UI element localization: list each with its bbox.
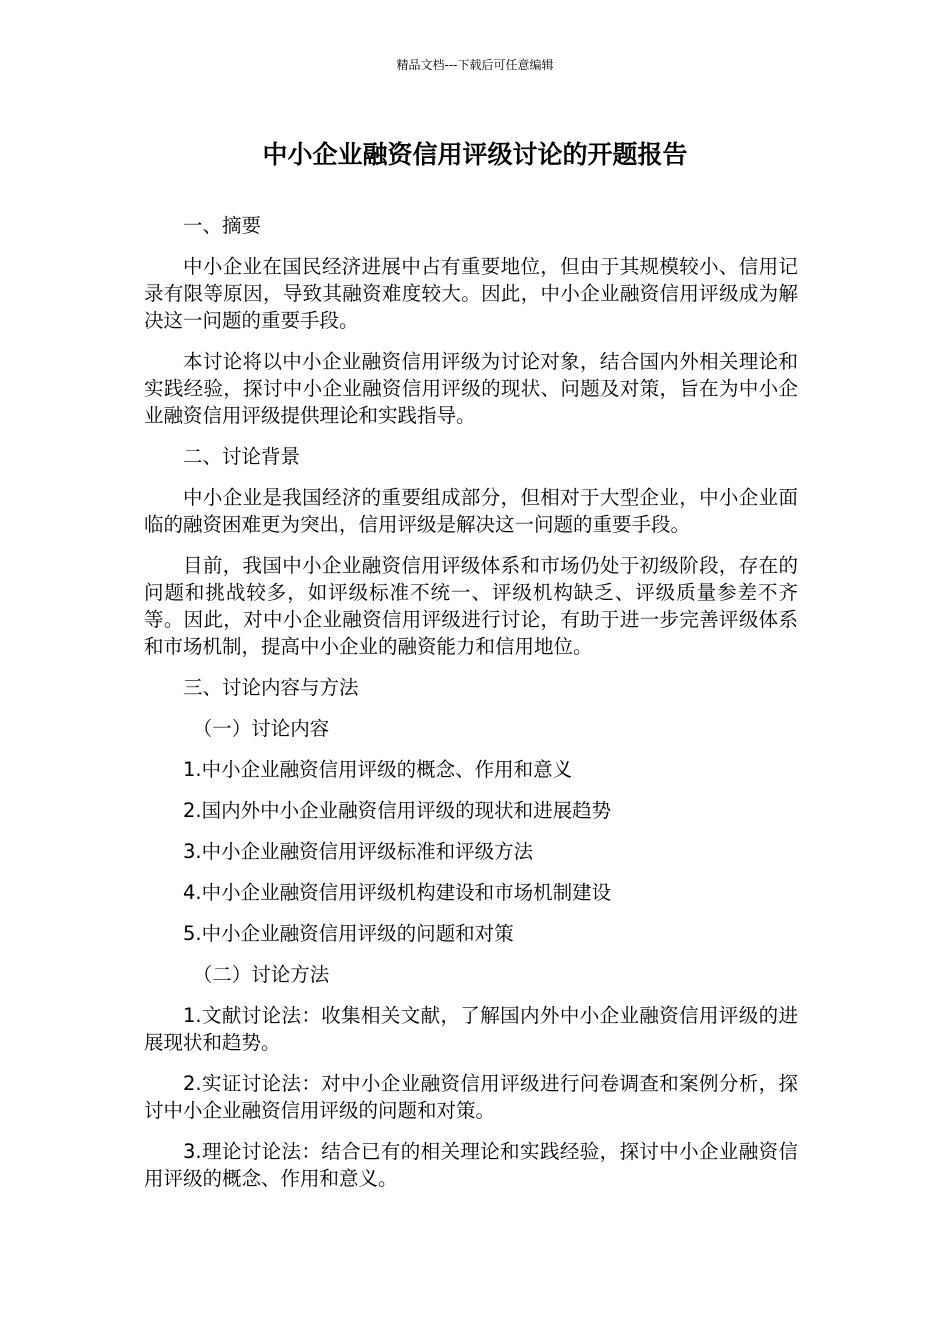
list-item: 5.中小企业融资信用评级的问题和对策 xyxy=(183,922,514,945)
list-item: 4.中小企业融资信用评级机构建设和市场机制建设 xyxy=(183,881,612,904)
section-heading-content-methods: 三、讨论内容与方法 xyxy=(183,676,359,699)
section-heading-background: 二、讨论背景 xyxy=(183,445,301,468)
list-item: 2.国内外中小企业融资信用评级的现状和进展趋势 xyxy=(183,799,612,822)
header-watermark: 精品文档---下载后可任意编辑 xyxy=(396,58,554,72)
list-item: 3.理论讨论法：结合已有的相关理论和实践经验，探讨中小企业融资信用评级的概念、作用和意义。 xyxy=(144,1140,798,1190)
list-item: 3.中小企业融资信用评级标准和评级方法 xyxy=(183,840,534,863)
document-title: 中小企业融资信用评级讨论的开题报告 xyxy=(262,140,688,169)
paragraph: 中小企业是我国经济的重要组成部分，但相对于大型企业，中小企业面临的融资困难更为突出，信用评级是解决这一问题的重要手段。 xyxy=(144,486,798,536)
subsection-heading-content: （一）讨论内容 xyxy=(192,717,330,740)
list-item: 1.中小企业融资信用评级的概念、作用和意义 xyxy=(183,758,573,781)
paragraph: 中小企业在国民经济进展中占有重要地位，但由于其规模较小、信用记录有限等原因，导致其融资难度较大。因此，中小企业融资信用评级成为解决这一问题的重要手段。 xyxy=(144,255,798,332)
section-heading-abstract: 一、摘要 xyxy=(183,214,262,237)
list-item: 2.实证讨论法：对中小企业融资信用评级进行问卷调查和案例分析，探讨中小企业融资信用评级的问题和对策。 xyxy=(144,1072,798,1122)
subsection-heading-methods: （二）讨论方法 xyxy=(192,963,330,986)
list-item: 1.文献讨论法：收集相关文献，了解国内外中小企业融资信用评级的进展现状和趋势。 xyxy=(144,1004,798,1054)
paragraph: 本讨论将以中小企业融资信用评级为讨论对象，结合国内外相关理论和实践经验，探讨中小企业融资信用评级的现状、问题及对策，旨在为中小企业融资信用评级提供理论和实践指导。 xyxy=(144,350,798,427)
paragraph: 目前，我国中小企业融资信用评级体系和市场仍处于初级阶段，存在的问题和挑战较多，如评级标准不统一、评级机构缺乏、评级质量参差不齐等。因此，对中小企业融资信用评级进行讨论，有助于进一步完善评级体系和市场机制，提高中小企业的融资能力和信用地位。 xyxy=(144,554,798,658)
document-body xyxy=(144,212,798,1206)
